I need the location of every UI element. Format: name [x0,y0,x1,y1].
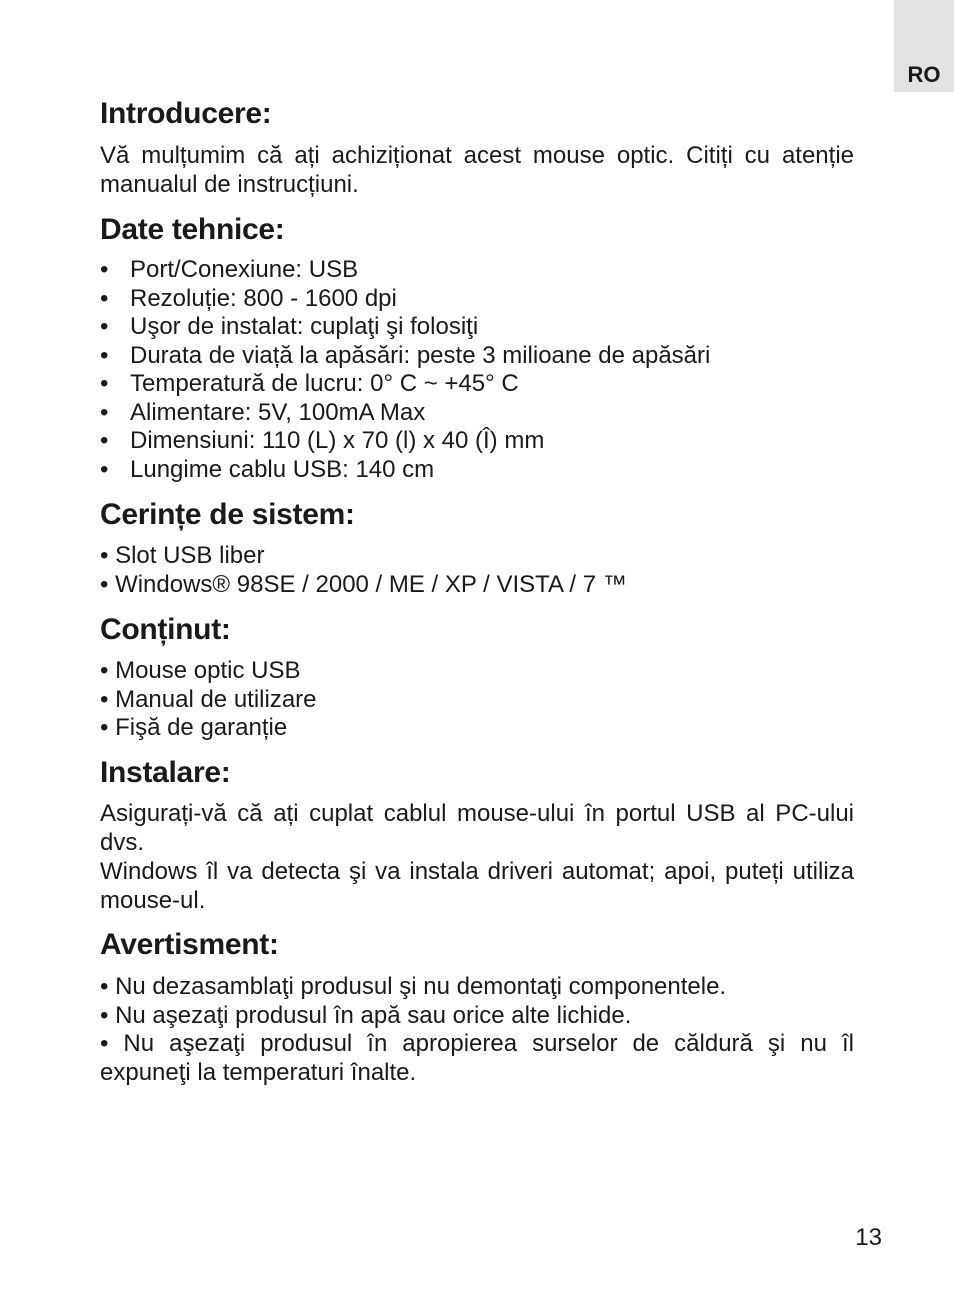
list-item: • Dimensiuni: 110 (L) x 70 (l) x 40 (Î) mm [100,427,710,456]
list-item: • Port/Conexiune: USB [100,256,710,285]
section-title-warning: Avertisment: [100,928,279,961]
list-item: • Fişă de garanție [100,714,288,741]
list-item: • Alimentare: 5V, 100mA Max [100,399,710,428]
section-title-install: Instalare: [100,756,231,789]
language-tab [894,0,954,92]
intro-text: Vă mulțumim că ați achiziționat acest mouse optic. Citiți cu atenție manualul de instrucțiuni. [100,142,854,198]
list-item: • Temperatură de lucru: 0° C ~ +45° C [100,370,710,399]
section-title-intro: Introducere: [100,97,272,130]
section-title-contents: Conținut: [100,613,231,646]
list-item: • Manual de utilizare [100,685,317,713]
list-item: • Mouse optic USB [100,657,301,684]
section-title-requirements: Cerințe de sistem: [100,498,355,531]
install-paragraph: Asigurați-vă că ați cuplat cablul mouse-ului în portul USB al PC-ului dvs. [100,800,854,856]
language-code: RO [907,62,941,87]
list-item: • Uşor de instalat: cuplaţi şi folosiţi [100,313,710,342]
list-item: • Nu dezasamblaţi produsul şi nu demontaţi componentele. [100,973,727,1000]
list-item: • Durata de viață la apăsări: peste 3 milioane de apăsări [100,342,710,371]
list-item: • Slot USB liber [100,542,265,569]
list-item: • Nu aşezaţi produsul în apropierea surselor de căldură şi nu îl expuneţi la temperaturi înalte. [100,1030,854,1086]
list-item: • Rezoluție: 800 - 1600 dpi [100,285,710,314]
warning-list [100,973,854,1087]
list-item: • Lungime cablu USB: 140 cm [100,456,710,485]
contents-list [100,657,854,743]
section-title-specs: Date tehnice: [100,213,285,246]
list-item: • Nu aşezaţi produsul în apă sau orice alte lichide. [100,1001,632,1029]
page-number: 13 [855,1224,882,1251]
list-item: • Windows® 98SE / 2000 / ME / XP / VISTA / 7 ™ [100,570,627,598]
install-paragraph: Windows îl va detecta şi va instala driveri automat; apoi, puteți utiliza mouse-ul. [100,858,854,914]
requirements-list [100,542,854,599]
specs-list [100,256,710,484]
